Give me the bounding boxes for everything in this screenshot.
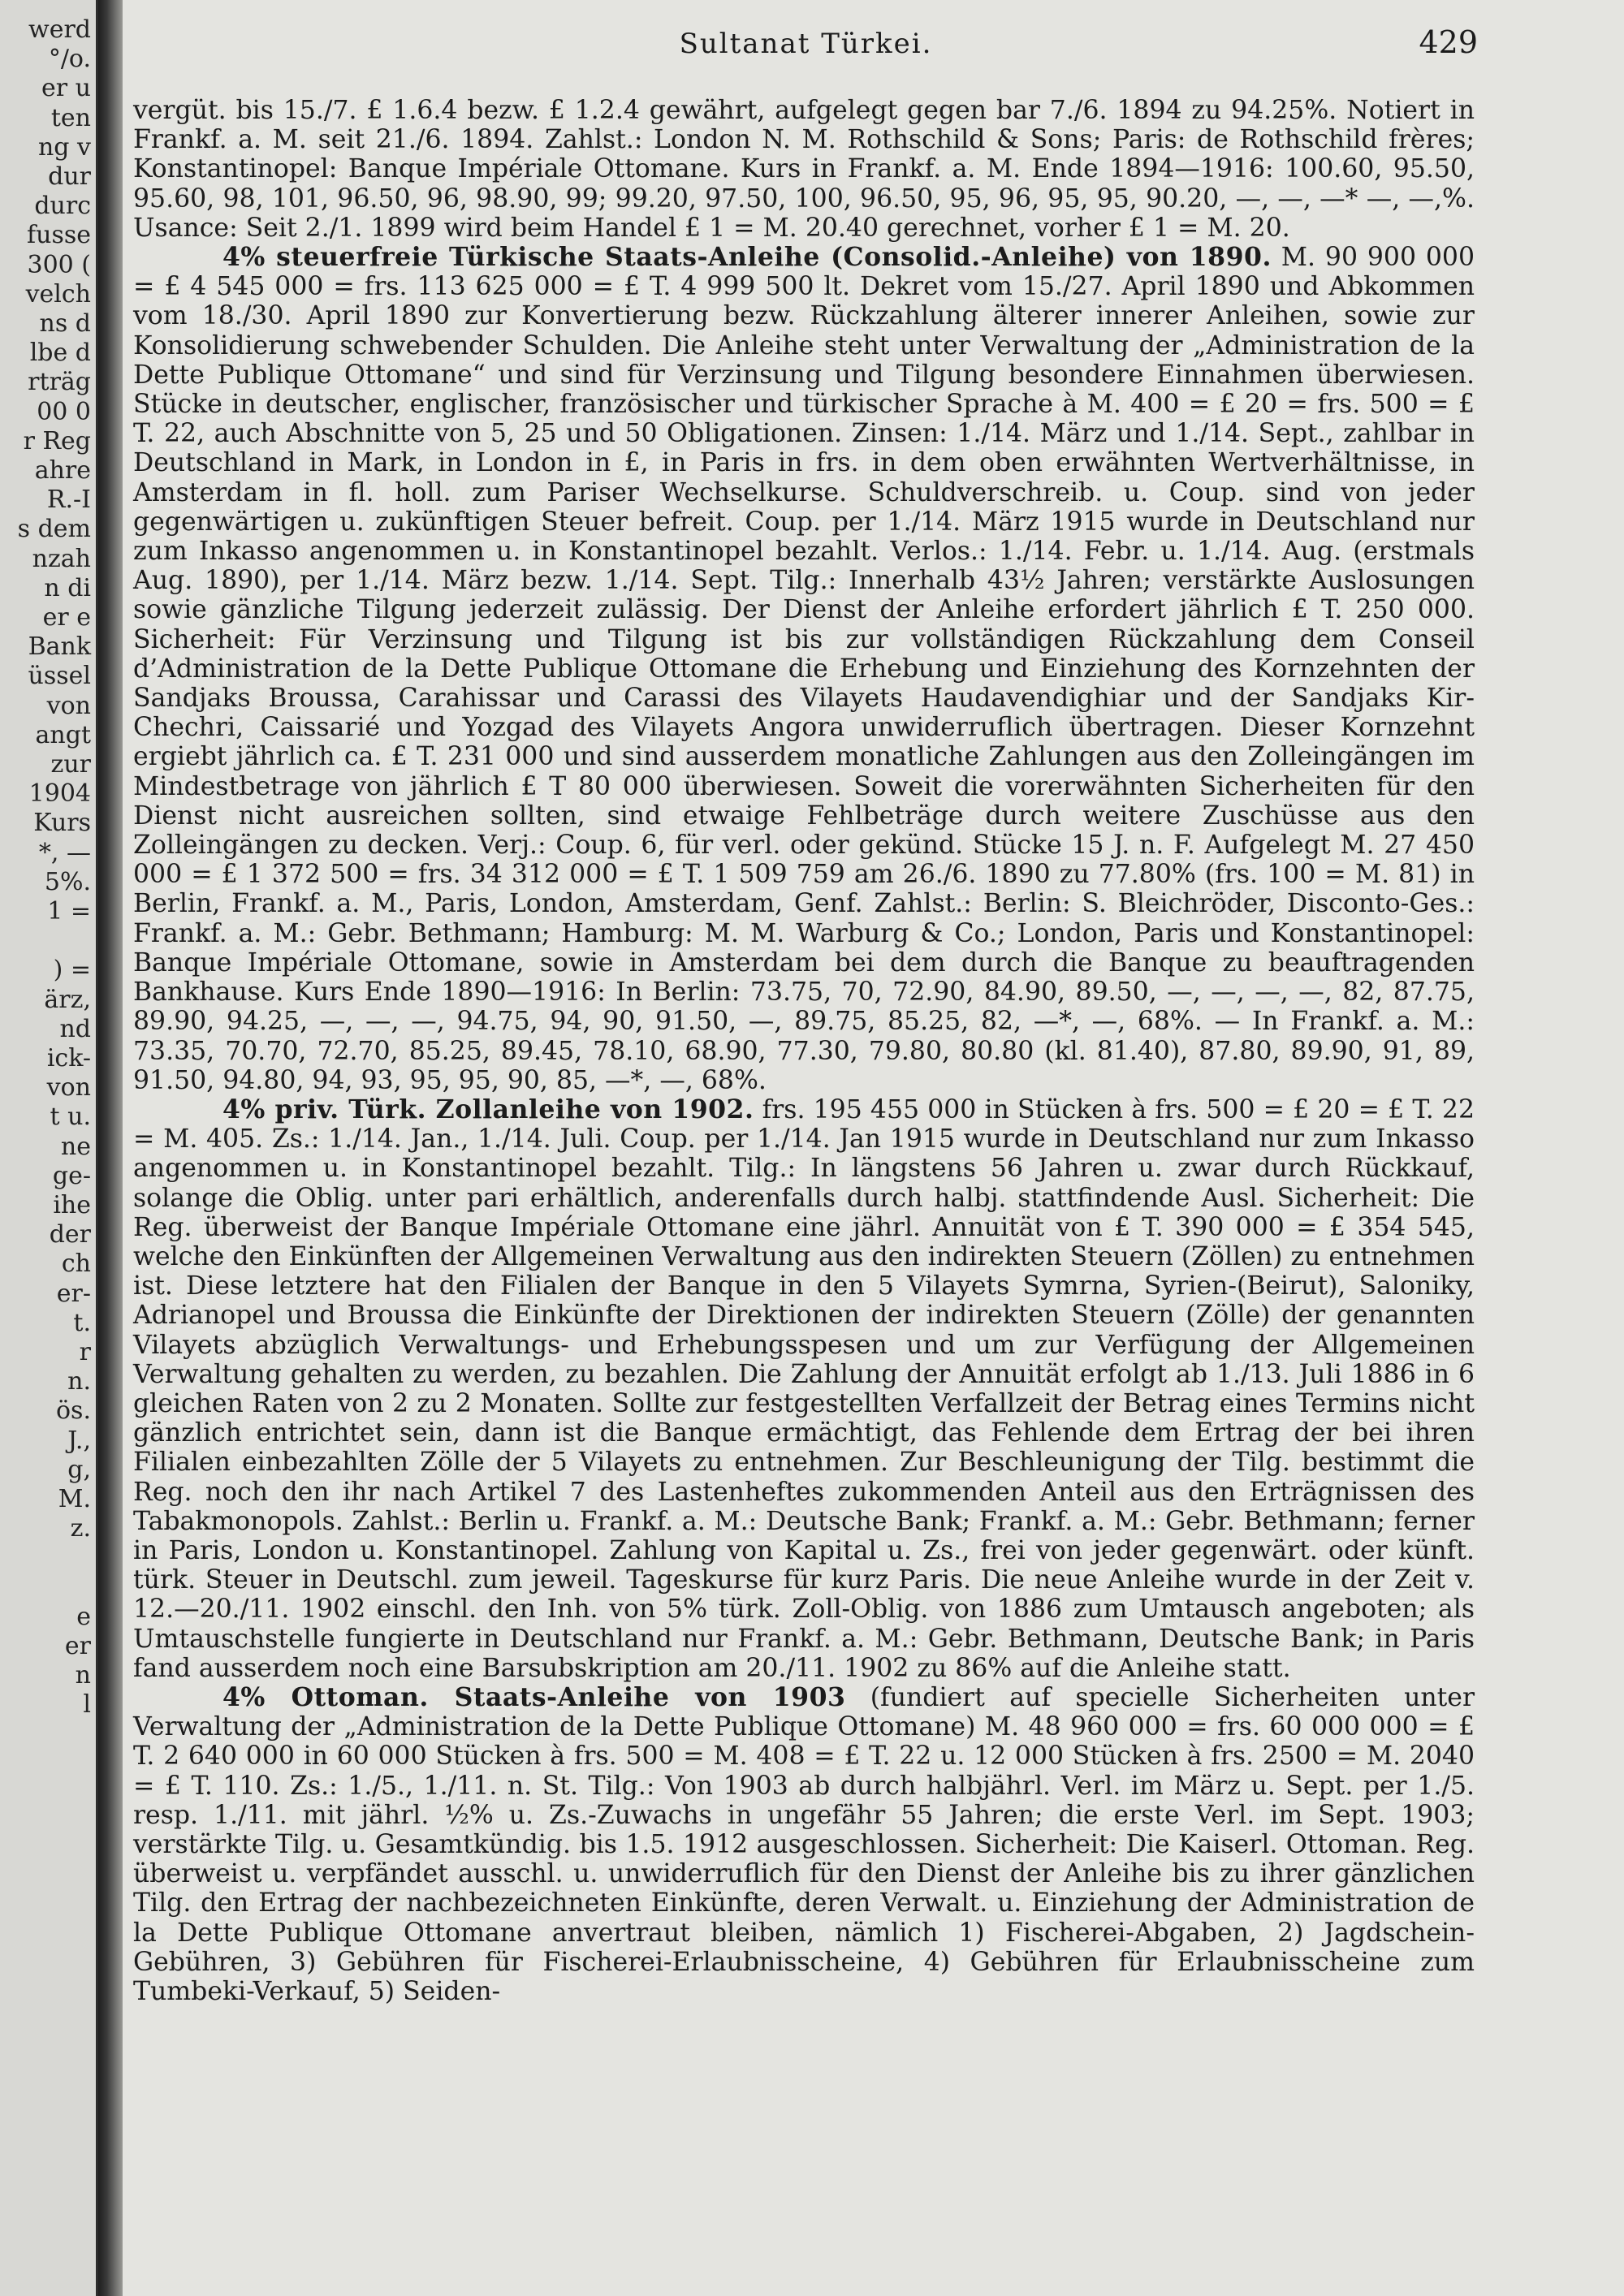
- margin-fragment: von: [46, 691, 91, 720]
- margin-fragment: nzah: [32, 544, 91, 573]
- margin-fragment: ahre: [34, 456, 91, 485]
- margin-fragment: l: [83, 1690, 91, 1720]
- margin-fragment: 5%.: [44, 867, 91, 896]
- margin-fragment: angt: [35, 720, 91, 749]
- margin-fragment: 1 =: [47, 897, 91, 926]
- margin-fragment: J.,: [67, 1426, 91, 1455]
- margin-fragment: s dem: [17, 515, 91, 544]
- margin-fragment: t.: [73, 1308, 91, 1337]
- paragraph-text: (fundiert auf specielle Sicherheiten unter Verwaltung der „Administration de la Dette Publique Ottomane) M. 48 960 000 = frs. 60 000 000 = £ T. 2 640 000 in 60 000 Stücken à frs. 500 = M. 408 = £ T. 22 u. 12 000 Stücken à frs. 2500 = M. 2040 = £ T. 110. Zs.: 1./5., 1./11. n. St. Tilg.: Von 1903 ab durch halbjährl. Verl. im März u. Sept. per 1./5. resp. 1./11. mit jährl. ½% u. Zs.-Zuwachs in ungefähr 55 Jahren; die erste Verl. im Sept. 1903; verstärkte Tilg. u. Gesamtkündig. bis 1.5. 1912 ausgeschlossen. Sicherheit: Die Kaiserl. Ottoman. Reg. überweist u. verpfändet ausschl. u. unwiderruflich für den Dienst der Anleihe bis zu ihrer gänzlichen Tilg. den Ertrag der nachbezeichneten Einkünfte, deren Verwalt. u. Einziehung der Administration de la Dette Publique Ottomane anvertraut bleiben, nämlich 1) Fischerei-Abgaben, 2) Jagdschein-Gebühren, 3) Gebühren für Fischerei-Erlaubnisscheine, 4) Gebühren für Erlaubnisscheine zum Tumbeki-Verkauf, 5) Seiden-: [133, 1682, 1475, 2006]
- margin-fragment: *, —: [38, 838, 91, 867]
- margin-fragment: ns d: [39, 309, 91, 338]
- paragraph-zollanleihe-1902: [133, 1095, 1475, 1683]
- margin-fragment: ng v: [37, 132, 91, 162]
- margin-fragment: 00 0: [37, 397, 91, 426]
- margin-fragment: der: [49, 1220, 91, 1249]
- running-title: Sultanat Türkei.: [679, 28, 933, 60]
- page-number: 429: [1419, 24, 1478, 60]
- margin-fragment: °/o.: [48, 45, 91, 74]
- margin-fragment: rträg: [28, 368, 91, 397]
- paragraph-staats-anleihe-1903: [133, 1683, 1475, 2006]
- main-text: [133, 96, 1475, 2006]
- page-gutter-shadow: [98, 0, 123, 2296]
- margin-fragment: t u.: [50, 1103, 91, 1132]
- margin-fragment: ge-: [52, 1161, 91, 1190]
- margin-fragment: r Reg: [23, 426, 91, 455]
- margin-fragment: er: [64, 1632, 91, 1660]
- margin-fragment: er u: [41, 74, 91, 103]
- page-header: [134, 18, 1478, 67]
- margin-fragment: ) =: [53, 956, 91, 985]
- margin-fragment: ick-: [46, 1044, 91, 1072]
- margin-fragment: zur: [50, 750, 91, 779]
- margin-fragment: 1904: [28, 779, 91, 809]
- margin-fragment: ihe: [53, 1191, 91, 1219]
- margin-fragment: ös.: [56, 1396, 91, 1426]
- margin-fragment: Bank: [28, 632, 91, 662]
- margin-fragment: werd: [28, 15, 91, 44]
- margin-fragment: n di: [44, 573, 91, 602]
- paragraph-heading: 4% steuerfreie Türkische Staats-Anleihe (Consolid.-Anleihe) von 1890.: [222, 242, 1272, 273]
- margin-fragment: von: [46, 1073, 91, 1103]
- margin-fragment: z.: [70, 1514, 91, 1543]
- paragraph-heading: 4% Ottoman. Staats-Anleihe von 1903: [222, 1681, 846, 1712]
- margin-fragment: 300 (: [27, 250, 91, 279]
- margin-fragment: velch: [25, 279, 91, 309]
- paragraph-text: frs. 195 455 000 in Stücken à frs. 500 = £ 20 = £ T. 22 = M. 405. Zs.: 1./14. Jan., 1./14. Juli. Coup. per 1./14. Jan 1915 wurde in Deutschland nur zum Inkasso angenommen u. in Konstantinopel bezahlt. Tilg.: In längstens 56 Jahren u. zwar durch Rückkauf, solange die Oblig. unter pari erhältlich, anderenfalls durch halbj. stattfindende Ausl. Sicherheit: Die Reg. überweist der Banque Impériale Ottomane eine jährl. Annuität von £ T. 390 000 = £ 354 545, welche den Einkünften der Allgemeinen Verwaltung aus den indirekten Steuern (Zöllen) zu entnehmen ist. Diese letztere hat den Filialen der Banque in den 5 Vilayets Symrna, Syrien-(Beirut), Saloniky, Adrianopel und Broussa die Einkünfte der Direktionen der indirekten Steuern (Zölle) der genannten Vilayets abzüglich Verwaltungs- und Erhebungsspesen und um zur Verfügung der Allgemeinen Verwaltung gehalten zu werden, zu bezahlen. Die Zahlung der Annuität erfolgt ab 1./13. Juli 1886 in 6 gleichen Raten von 2 zu 2 Monaten. Sollte zur festgestellten Verfallzeit der Betrag eines Termins nicht gänzlich entrichtet sein, dann ist die Banque ermächtigt, das Fehlende dem Ertrag der bei ihren Filialen einbezahlten Zölle der 5 Vilayets zu entnehmen. Zur Beschleunigung der Tilg. bestimmt die Reg. noch den ihr nach Artikel 7 des Lastenheftes zukommenden Anteil aus den Erträgnissen des Tabakmonopols. Zahlst.: Berlin u. Frankf. a. M.: Deutsche Bank; Frankf. a. M.: Gebr. Bethmann; ferner in Paris, London u. Konstantinopel. Zahlung von Kapital u. Zs., frei von jeder gegenwärt. oder künft. türk. Steuer in Deutschl. zum jeweil. Tageskurse für kurz Paris. Die neue Anleihe wurde in der Zeit v. 12.—20./11. 1902 einschl. den Inh. von 5% türk. Zoll-Oblig. von 1886 zum Umtausch angeboten; als Umtauschstelle fungierte in Deutschland nur Frankf. a. M.: Gebr. Bethmann, Deutsche Bank; in Paris fand ausserdem noch eine Barsubskription am 20./11. 1902 zu 86% auf die Anleihe statt.: [133, 1094, 1475, 1683]
- margin-fragment: n.: [67, 1367, 91, 1396]
- margin-fragment: n: [75, 1661, 91, 1690]
- margin-fragment: M.: [58, 1485, 91, 1513]
- paragraph-consolid-anleihe-1890: [133, 243, 1475, 1095]
- paragraph-text: vergüt. bis 15./7. £ 1.6.4 bezw. £ 1.2.4 gewährt, aufgelegt gegen bar 7./6. 1894 zu 94.25%. Notiert in Frankf. a. M. seit 21./6. 1894. Zahlst.: London N. M. Rothschild & Sons; Paris: de Rothschild frères; Konstantinopel: Banque Impériale Ottomane. Kurs in Frankf. a. M. Ende 1894—1916: 100.60, 95.50, 95.60, 98, 101, 96.50, 96, 98.90, 99; 99.20, 97.50, 100, 96.50, 95, 96, 95, 95, 90.20, —, —, —* —, —,%. Usance: Seit 2./1. 1899 wird beim Handel £ 1 = M. 20.40 gerechnet, vorher £ 1 = M. 20.: [133, 96, 1475, 243]
- margin-fragment: er e: [42, 603, 91, 632]
- margin-fragment: fusse: [27, 221, 91, 250]
- margin-fragment: er-: [56, 1279, 91, 1308]
- paragraph-text: M. 90 900 000 = £ 4 545 000 = frs. 113 625 000 = £ T. 4 999 500 lt. Dekret vom 15./27. April 1890 und Abkommen vom 18./30. April 1890 zur Konvertierung bezw. Rückzahlung älterer innerer Anleihen, sowie zur Konsolidierung schwebender Schulden. Die Anleihe steht unter Verwaltung der „Administration de la Dette Publique Ottomane“ und sind für Verzinsung und Tilgung besondere Einnahmen überwiesen. Stücke in deutscher, englischer, französischer und türkischer Sprache à M. 400 = £ 20 = frs. 500 = £ T. 22, auch Abschnitte von 5, 25 und 50 Obligationen. Zinsen: 1./14. März und 1./14. Sept., zahlbar in Deutschland in Mark, in London in £, in Paris in frs. in dem oben erwähnten Wertverhältnisse, in Amsterdam in fl. holl. zum Pariser Wechselkurse. Schuldverschreib. u. Coup. sind von jeder gegenwärtigen u. zukünftigen Steuer befreit. Coup. per 1./14. März 1915 wurde in Deutschland nur zum Inkasso angenommen u. in Konstantinopel bezahlt. Verlos.: 1./14. Febr. u. 1./14. Aug. (erstmals Aug. 1890), per 1./14. März bezw. 1./14. Sept. Tilg.: Innerhalb 43½ Jahren; verstärkte Auslosungen sowie gänzliche Tilgung jederzeit zulässig. Der Dienst der Anleihe erfordert jährlich £ T. 250 000. Sicherheit: Für Verzinsung und Tilgung ist bis zur vollständigen Rückzahlung dem Conseil d’Administration de la Dette Publique Ottomane die Erhebung und Einziehung des Kornzehnten der Sandjaks Broussa, Carahissar und Carassi des Vilayets Haudavendighiar und der Sandjaks Kir-Chechri, Caissarié und Yozgad des Vilayets Angora unwiderruflich übertragen. Dieser Kornzehnt ergiebt jährlich ca. £ T. 231 000 und sind ausserdem monatliche Zahlungen aus den Zolleingängen im Mindestbetrage von jährlich £ T 80 000 überwiesen. Soweit die vorerwähnten Sicherheiten für den Dienst nicht ausreichen sollten, sind etwaige Fehlbeträge durch weitere Zuschüsse aus den Zolleingängen zu decken. Verj.: Coup. 6, für verl. oder gekünd. Stücke 15 J. n. F. Aufgelegt M. 27 450 000 = £ 1 372 500 = frs. 34 312 000 = £ T. 1 509 759 am 26./6. 1890 zu 77.80% (frs. 100 = M. 81) in Berlin, Frankf. a. M., Paris, London, Amsterdam, Genf. Zahlst.: Berlin: S. Bleichröder, Disconto-Ges.: Frankf. a. M.: Gebr. Bethmann; Hamburg: M. M. Warburg & Co.; London, Paris und Konstantinopel: Banque Impériale Ottomane, sowie in Amsterdam bei dem durch die Banque zu beauftragenden Bankhause. Kurs Ende 1890—1916: In Berlin: 73.75, 70, 72.90, 84.90, 89.50, —, —, —, —, 82, 87.75, 89.90, 94.25, —, —, —, 94.75, 94, 90, 91.50, —, 89.75, 85.25, 82, —*, —, 68%. — In Frankf. a. M.: 73.35, 70.70, 72.70, 85.25, 89.45, 78.10, 68.90, 77.30, 79.80, 80.80 (kl. 81.40), 87.80, 89.90, 91, 89, 91.50, 94.80, 94, 93, 95, 95, 90, 85, —*, —, 68%.: [133, 243, 1475, 1095]
- margin-fragment: R.-I: [46, 486, 91, 515]
- margin-fragment: üssel: [28, 662, 91, 691]
- margin-fragment: e: [76, 1602, 91, 1631]
- margin-fragment: ärz,: [44, 985, 91, 1014]
- margin-fragment: dur: [48, 162, 91, 191]
- margin-fragment: ch: [61, 1249, 91, 1279]
- margin-fragment: ne: [60, 1132, 91, 1161]
- margin-fragment: nd: [59, 1014, 91, 1043]
- margin-fragment: ten: [50, 103, 91, 132]
- paragraph-heading: 4% priv. Türk. Zollanleihe von 1902.: [222, 1094, 754, 1124]
- previous-page-margin: [0, 0, 98, 2296]
- paragraph-continuation: [133, 96, 1475, 243]
- margin-fragment: Kurs: [33, 809, 91, 838]
- margin-fragment: durc: [34, 192, 91, 221]
- margin-fragment: lbe d: [29, 339, 91, 368]
- margin-fragment: g,: [67, 1455, 91, 1484]
- margin-fragment: r: [79, 1338, 91, 1366]
